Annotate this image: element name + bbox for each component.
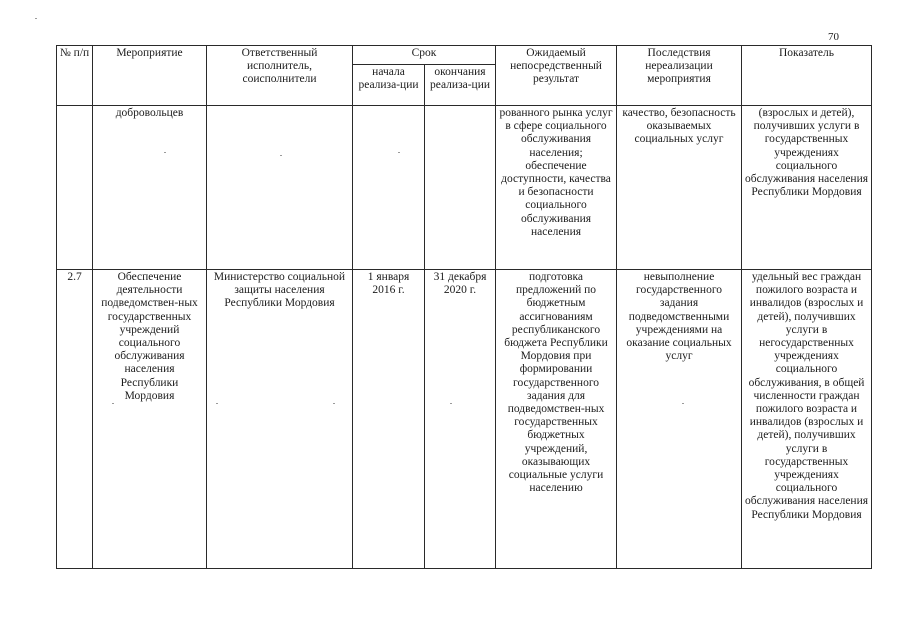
header-consequences: Последствия нереализации мероприятия bbox=[617, 46, 742, 106]
header-term: Срок bbox=[353, 46, 496, 65]
cell-indicator: удельный вес граждан пожилого возраста и инвалидов (взрослых и детей), получивших услуги в негосударственных учреждениях социального обслуживания, в общей численности граждан пожилого возраста и инвалидов (взрослых и детей), получивших услуги в государственных учреждениях социального обслуживания населения Республики Мордовия bbox=[742, 270, 872, 569]
header-event: Мероприятие bbox=[93, 46, 207, 106]
scan-speck bbox=[280, 155, 282, 156]
cell-num: 2.7 bbox=[57, 270, 93, 569]
cell-end: 31 декабря 2020 г. bbox=[425, 270, 496, 569]
scan-speck bbox=[164, 152, 166, 153]
scan-speck bbox=[682, 403, 684, 404]
cell-end bbox=[425, 106, 496, 270]
scan-speck bbox=[112, 403, 114, 404]
scan-speck bbox=[333, 403, 335, 404]
header-term-end: окончания реализа-ции bbox=[425, 65, 496, 106]
program-activities-table bbox=[56, 45, 872, 569]
cell-responsible bbox=[207, 106, 353, 270]
cell-start bbox=[353, 106, 425, 270]
cell-consequences: невыполнение государственного задания подведомственными учреждениями на оказание социальных услуг bbox=[617, 270, 742, 569]
cell-result: подготовка предложений по бюджетным ассигнованиям республиканского бюджета Республики Мордовия при формировании государственного задания для подведомствен-ных государственных бюджетных учреждений, оказывающих социальные услуги населению bbox=[496, 270, 617, 569]
table-row bbox=[57, 270, 872, 569]
scan-speck bbox=[216, 403, 218, 404]
scan-speck bbox=[35, 18, 37, 19]
cell-event: Обеспечение деятельности подведомствен-ных государственных учреждений социального обслуживания населения Республики Мордовия bbox=[93, 270, 207, 569]
header-row-top bbox=[57, 46, 872, 65]
header-expected-result: Ожидаемый непосредственный результат bbox=[496, 46, 617, 106]
header-indicator: Показатель bbox=[742, 46, 872, 106]
table-row bbox=[57, 106, 872, 270]
page-number: 70 bbox=[828, 31, 839, 43]
header-term-start: начала реализа-ции bbox=[353, 65, 425, 106]
header-responsible: Ответственный исполнитель, соисполнители bbox=[207, 46, 353, 106]
cell-num bbox=[57, 106, 93, 270]
cell-result: рованного рынка услуг в сфере социального обслуживания населения; обеспечение доступности, качества и безопасности социального обслуживания населения bbox=[496, 106, 617, 270]
cell-consequences: качество, безопасность оказываемых социальных услуг bbox=[617, 106, 742, 270]
scan-speck bbox=[450, 403, 452, 404]
header-num: № п/п bbox=[57, 46, 93, 106]
cell-indicator: (взрослых и детей), получивших услуги в государственных учреждениях социального обслуживания населения Республики Мордовия bbox=[742, 106, 872, 270]
cell-event: добровольцев bbox=[93, 106, 207, 270]
scan-speck bbox=[398, 152, 400, 153]
cell-start: 1 января 2016 г. bbox=[353, 270, 425, 569]
cell-responsible: Министерство социальной защиты населения Республики Мордовия bbox=[207, 270, 353, 569]
